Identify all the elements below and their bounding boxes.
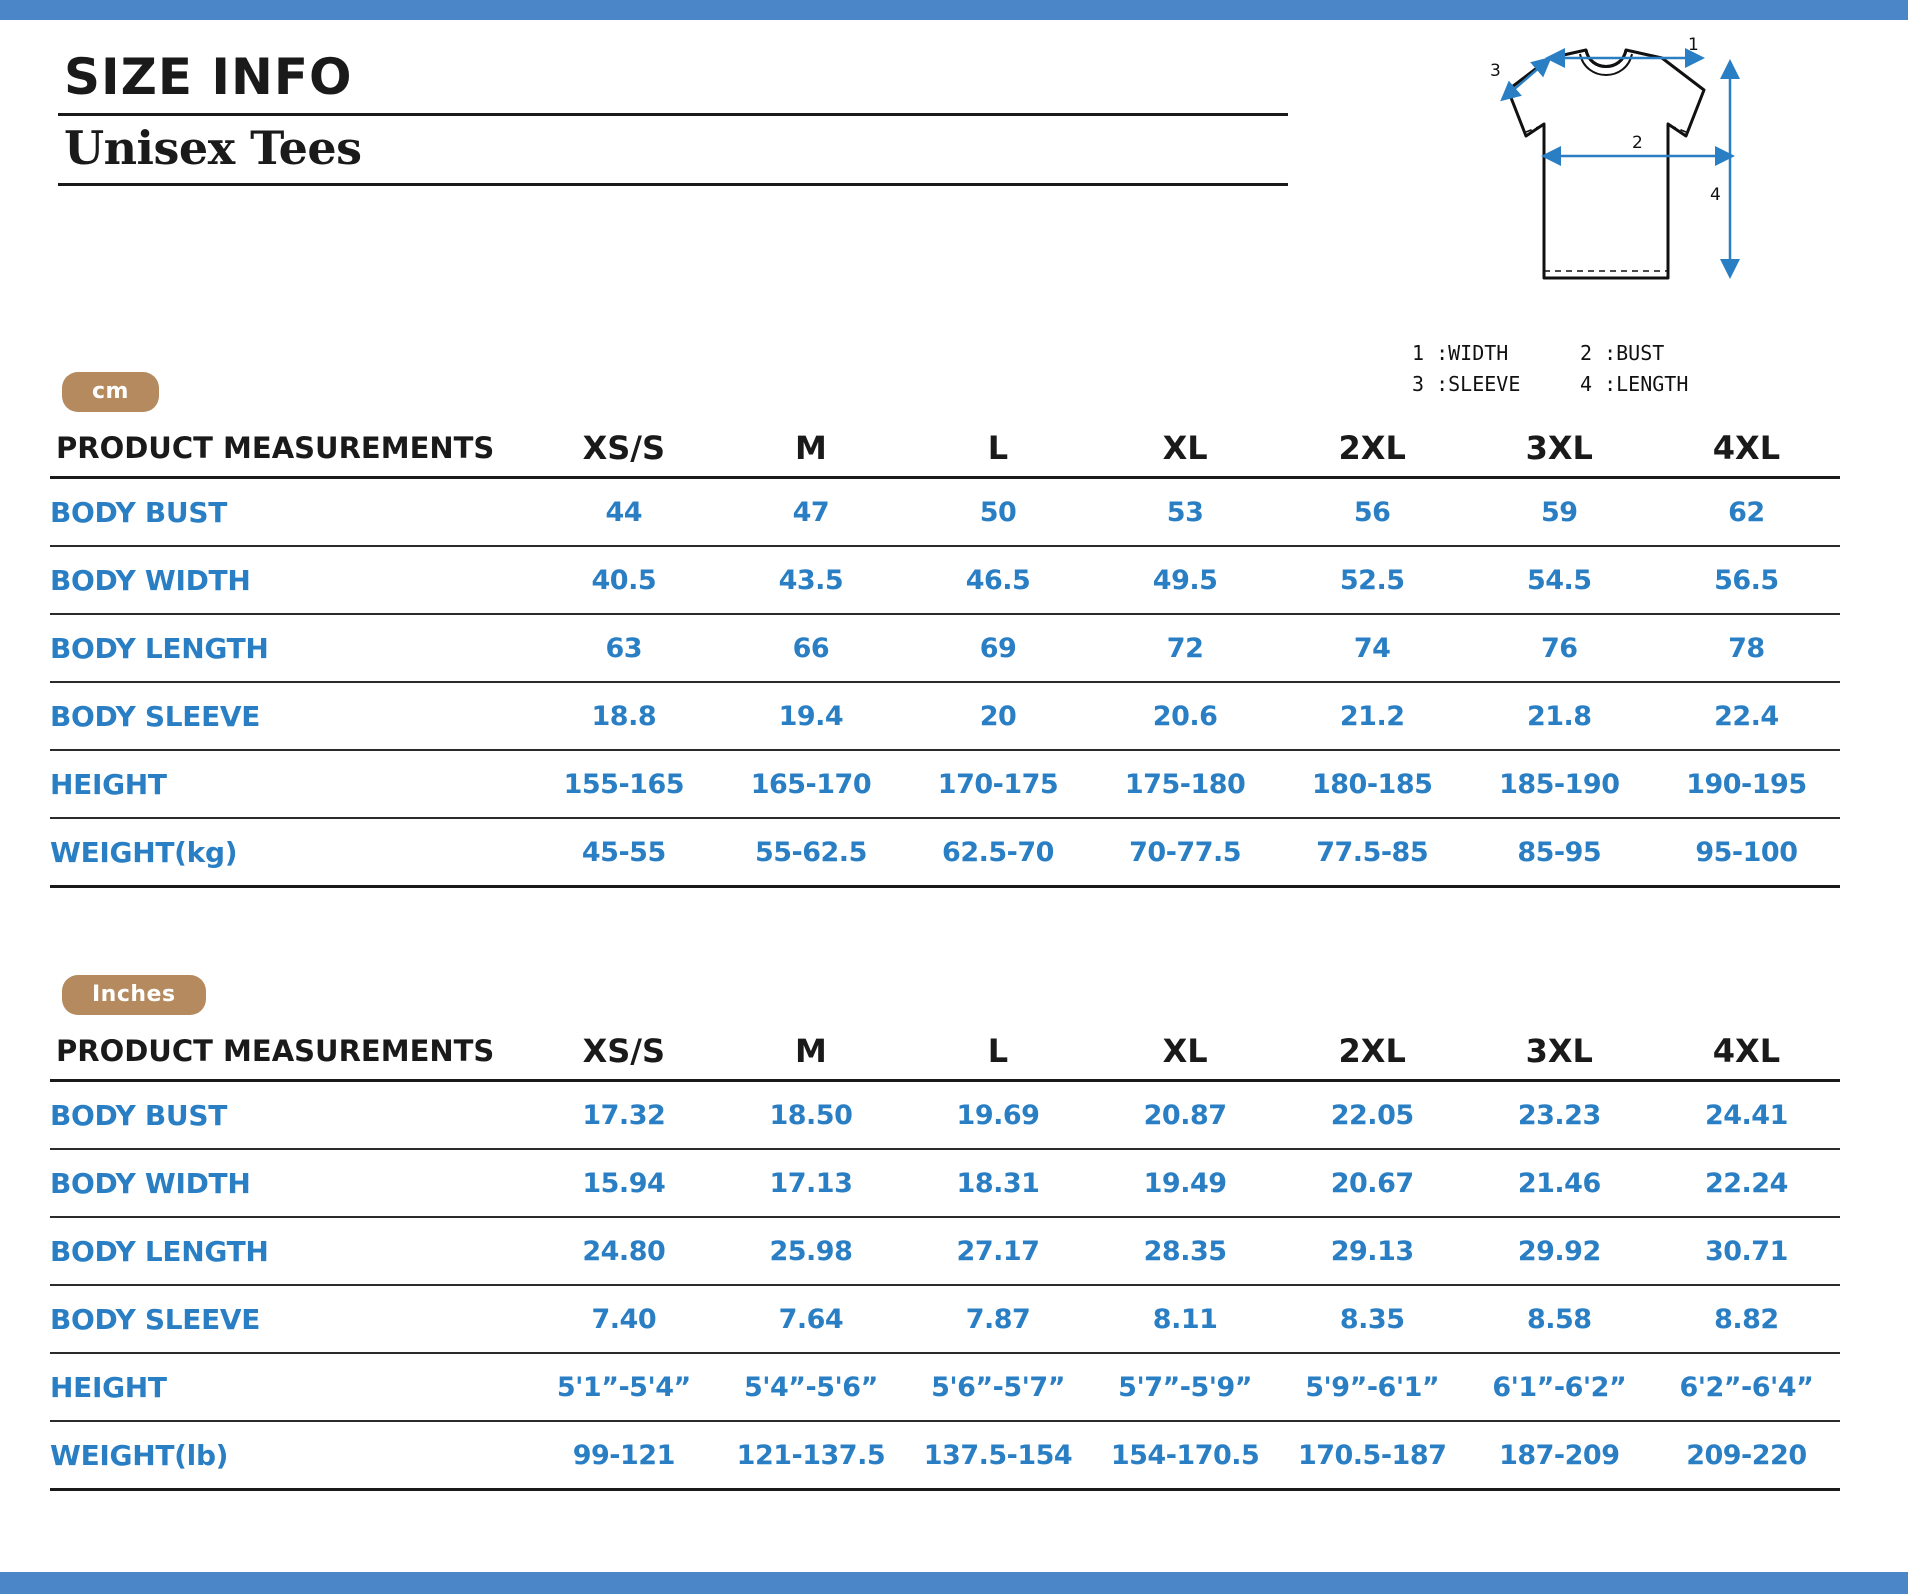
cell-value: 8.35 (1279, 1285, 1466, 1353)
cell-value: 155-165 (530, 750, 717, 818)
cell-value: 5'1”-5'4” (530, 1353, 717, 1421)
cell-value: 53 (1092, 478, 1279, 547)
tshirt-diagram (1400, 28, 1800, 348)
legend-length: 4 :LENGTH (1580, 372, 1689, 396)
legend-sleeve: 3 :SLEEVE (1412, 372, 1521, 396)
cell-value: 54.5 (1466, 546, 1653, 614)
table-row (50, 1217, 1840, 1285)
cell-value: 5'4”-5'6” (717, 1353, 904, 1421)
cell-value: 17.32 (530, 1081, 717, 1150)
legend-width: 1 :WIDTH (1412, 341, 1509, 365)
diagram-legend (1412, 338, 1812, 400)
cell-value: 45-55 (530, 818, 717, 887)
column-header-size: M (717, 420, 904, 478)
table-row (50, 1285, 1840, 1353)
cell-value: 170.5-187 (1279, 1421, 1466, 1490)
cell-value: 18.31 (904, 1149, 1091, 1217)
cell-value: 29.13 (1279, 1217, 1466, 1285)
table-row (50, 750, 1840, 818)
size-table-inches (50, 1023, 1840, 1491)
table-row (50, 614, 1840, 682)
svg-text:2: 2 (1632, 133, 1643, 153)
table-row (50, 1421, 1840, 1490)
unit-badge-inches: Inches (62, 975, 206, 1015)
column-header-size: XL (1092, 420, 1279, 478)
cell-value: 62.5-70 (904, 818, 1091, 887)
cell-value: 20.67 (1279, 1149, 1466, 1217)
cell-value: 20.87 (1092, 1081, 1279, 1150)
cell-value: 95-100 (1653, 818, 1840, 887)
cell-value: 52.5 (1279, 546, 1466, 614)
row-label: HEIGHT (50, 750, 530, 818)
legend-bust: 2 :BUST (1580, 341, 1665, 365)
column-header-size: 4XL (1653, 1023, 1840, 1081)
table-row (50, 546, 1840, 614)
cell-value: 78 (1653, 614, 1840, 682)
cell-value: 66 (717, 614, 904, 682)
bottom-accent-bar (0, 1572, 1908, 1594)
cell-value: 44 (530, 478, 717, 547)
cell-value: 19.4 (717, 682, 904, 750)
cell-value: 190-195 (1653, 750, 1840, 818)
row-label: WEIGHT(lb) (50, 1421, 530, 1490)
svg-text:1: 1 (1688, 35, 1699, 55)
cell-value: 6'1”-6'2” (1466, 1353, 1653, 1421)
cell-value: 8.82 (1653, 1285, 1840, 1353)
column-header-size: XL (1092, 1023, 1279, 1081)
cell-value: 22.4 (1653, 682, 1840, 750)
cell-value: 43.5 (717, 546, 904, 614)
cell-value: 17.13 (717, 1149, 904, 1217)
column-header-size: L (904, 420, 1091, 478)
cell-value: 22.24 (1653, 1149, 1840, 1217)
cell-value: 165-170 (717, 750, 904, 818)
row-label: BODY BUST (50, 1081, 530, 1150)
table-row (50, 682, 1840, 750)
cell-value: 21.46 (1466, 1149, 1653, 1217)
cell-value: 154-170.5 (1092, 1421, 1279, 1490)
column-header-size: L (904, 1023, 1091, 1081)
cell-value: 29.92 (1466, 1217, 1653, 1285)
svg-text:4: 4 (1710, 185, 1721, 205)
table-row (50, 1353, 1840, 1421)
cell-value: 40.5 (530, 546, 717, 614)
page-title: SIZE INFO (64, 48, 353, 106)
cell-value: 63 (530, 614, 717, 682)
unit-badge-cm: cm (62, 372, 159, 412)
cell-value: 19.69 (904, 1081, 1091, 1150)
cell-value: 77.5-85 (1279, 818, 1466, 887)
cell-value: 8.58 (1466, 1285, 1653, 1353)
header (58, 50, 1298, 186)
cell-value: 74 (1279, 614, 1466, 682)
row-label: BODY WIDTH (50, 1149, 530, 1217)
column-header-size: 4XL (1653, 420, 1840, 478)
cell-value: 121-137.5 (717, 1421, 904, 1490)
column-header-size: 2XL (1279, 1023, 1466, 1081)
cell-value: 27.17 (904, 1217, 1091, 1285)
cell-value: 175-180 (1092, 750, 1279, 818)
cell-value: 5'6”-5'7” (904, 1353, 1091, 1421)
cell-value: 18.8 (530, 682, 717, 750)
cell-value: 23.23 (1466, 1081, 1653, 1150)
column-header-size: 3XL (1466, 1023, 1653, 1081)
cell-value: 69 (904, 614, 1091, 682)
cell-value: 170-175 (904, 750, 1091, 818)
row-label: BODY WIDTH (50, 546, 530, 614)
cell-value: 25.98 (717, 1217, 904, 1285)
row-label: BODY SLEEVE (50, 682, 530, 750)
table-header-row (50, 420, 1840, 478)
cell-value: 5'7”-5'9” (1092, 1353, 1279, 1421)
svg-text:3: 3 (1490, 61, 1501, 81)
cell-value: 76 (1466, 614, 1653, 682)
cell-value: 8.11 (1092, 1285, 1279, 1353)
cell-value: 49.5 (1092, 546, 1279, 614)
top-accent-bar (0, 0, 1908, 20)
row-label: BODY SLEEVE (50, 1285, 530, 1353)
cell-value: 28.35 (1092, 1217, 1279, 1285)
column-header-measurements: PRODUCT MEASUREMENTS (50, 420, 530, 478)
cell-value: 30.71 (1653, 1217, 1840, 1285)
cell-value: 72 (1092, 614, 1279, 682)
cell-value: 24.41 (1653, 1081, 1840, 1150)
cell-value: 6'2”-6'4” (1653, 1353, 1840, 1421)
cell-value: 99-121 (530, 1421, 717, 1490)
cell-value: 5'9”-6'1” (1279, 1353, 1466, 1421)
cell-value: 15.94 (530, 1149, 717, 1217)
cell-value: 55-62.5 (717, 818, 904, 887)
cell-value: 56 (1279, 478, 1466, 547)
cell-value: 7.64 (717, 1285, 904, 1353)
cell-value: 22.05 (1279, 1081, 1466, 1150)
column-header-size: XS/S (530, 420, 717, 478)
row-label: BODY LENGTH (50, 1217, 530, 1285)
cell-value: 180-185 (1279, 750, 1466, 818)
cell-value: 50 (904, 478, 1091, 547)
cell-value: 47 (717, 478, 904, 547)
cell-value: 70-77.5 (1092, 818, 1279, 887)
cell-value: 209-220 (1653, 1421, 1840, 1490)
legend-row (1412, 338, 1812, 369)
cell-value: 18.50 (717, 1081, 904, 1150)
page-subtitle: Unisex Tees (64, 121, 362, 175)
cell-value: 62 (1653, 478, 1840, 547)
table-header-row (50, 1023, 1840, 1081)
column-header-size: M (717, 1023, 904, 1081)
cell-value: 56.5 (1653, 546, 1840, 614)
cell-value: 59 (1466, 478, 1653, 547)
cell-value: 21.8 (1466, 682, 1653, 750)
column-header-measurements: PRODUCT MEASUREMENTS (50, 1023, 530, 1081)
cell-value: 24.80 (530, 1217, 717, 1285)
cell-value: 85-95 (1466, 818, 1653, 887)
row-label: BODY LENGTH (50, 614, 530, 682)
column-header-size: 2XL (1279, 420, 1466, 478)
title-divider-bottom (58, 183, 1288, 186)
legend-row (1412, 369, 1812, 400)
cell-value: 185-190 (1466, 750, 1653, 818)
table-row (50, 818, 1840, 887)
size-chart-page (0, 20, 1908, 1572)
cell-value: 7.40 (530, 1285, 717, 1353)
table-row (50, 1149, 1840, 1217)
cell-value: 20.6 (1092, 682, 1279, 750)
cell-value: 21.2 (1279, 682, 1466, 750)
size-table-cm (50, 420, 1840, 888)
column-header-size: XS/S (530, 1023, 717, 1081)
cell-value: 19.49 (1092, 1149, 1279, 1217)
cell-value: 137.5-154 (904, 1421, 1091, 1490)
cell-value: 20 (904, 682, 1091, 750)
row-label: BODY BUST (50, 478, 530, 547)
row-label: HEIGHT (50, 1353, 530, 1421)
cell-value: 7.87 (904, 1285, 1091, 1353)
cell-value: 46.5 (904, 546, 1091, 614)
title-divider-top (58, 113, 1288, 116)
table-row (50, 1081, 1840, 1150)
cell-value: 187-209 (1466, 1421, 1653, 1490)
row-label: WEIGHT(kg) (50, 818, 530, 887)
column-header-size: 3XL (1466, 420, 1653, 478)
table-row (50, 478, 1840, 547)
